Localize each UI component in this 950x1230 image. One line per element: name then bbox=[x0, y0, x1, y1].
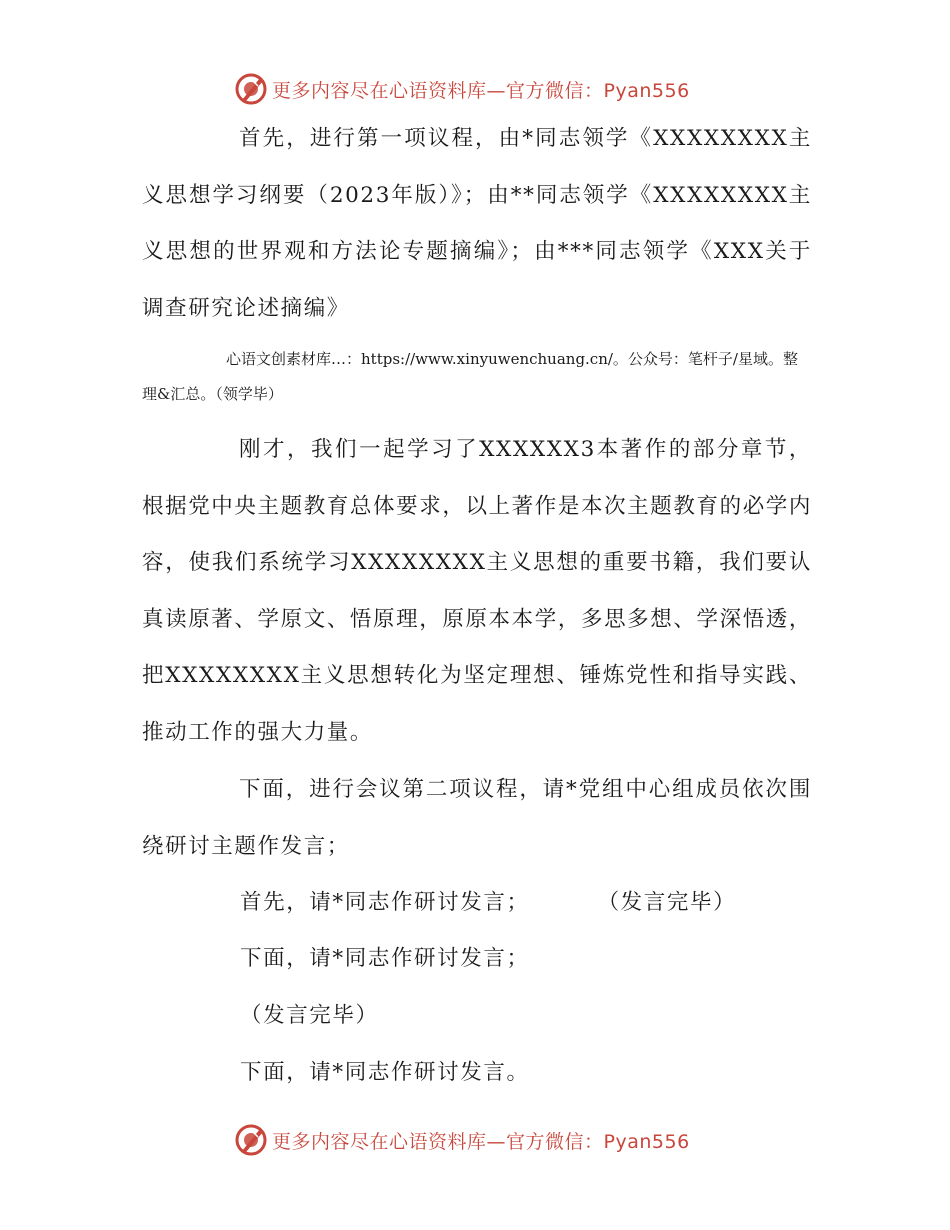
paragraph-study-summary: 刚才，我们一起学习了XXXXXX3本著作的部分章节，根据党中央主题教育总体要求，以上著作是本次主题教育的必学内容，使我们系统学习XXXXXXXX主义思想的重要书籍，我们要认真读原著、学原文、悟原理，原原本本学，多思多想、学深悟透，把XXXXXXXX主义思想转化为坚定理想、锤炼党性和指导实践、推动工作的强大力量。 bbox=[142, 437, 812, 745]
feather-seal-icon bbox=[234, 72, 268, 106]
paragraph-first-agenda: 首先，进行第一项议程，由*同志领学《XXXXXXXX主义思想学习纲要（2023年版）》；由**同志领学《XXXXXXXX主义思想的世界观和方法论专题摘编》；由***同志领学《XXX关于调查研究论述摘编》 bbox=[142, 126, 812, 321]
banner-wechat-id: Pyan556 bbox=[603, 79, 690, 102]
source-note: 心语文创素材库…：https://www.xinyuwenchuang.cn/。公众号：笔杆子/星域。整理&汇总。（领学毕） bbox=[142, 350, 798, 403]
paragraph-second-agenda: 下面，进行会议第二项议程，请*党组中心组成员依次围绕研讨主题作发言； bbox=[142, 777, 812, 859]
banner-text bbox=[272, 76, 690, 103]
speech-line-2: 下面，请*同志作研讨发言； bbox=[240, 946, 530, 971]
footer-watermark-banner bbox=[234, 1122, 690, 1158]
banner-main-text: 更多内容尽在心语资料库 bbox=[272, 79, 487, 102]
banner-separator: — bbox=[486, 79, 507, 102]
banner-wechat-id: Pyan556 bbox=[603, 1130, 690, 1153]
speech-line-1-text: 首先，请*同志作研讨发言； bbox=[240, 890, 530, 915]
banner-text bbox=[272, 1127, 690, 1154]
banner-official-text: 官方微信： bbox=[506, 1130, 604, 1153]
speech-line-3: 下面，请*同志作研讨发言。 bbox=[240, 1060, 530, 1085]
banner-official-text: 官方微信： bbox=[506, 79, 604, 102]
speech-line-2-done: （发言完毕） bbox=[240, 1003, 379, 1028]
speech-line-1-done: （发言完毕） bbox=[597, 890, 737, 915]
banner-main-text: 更多内容尽在心语资料库 bbox=[272, 1130, 487, 1153]
banner-separator: — bbox=[486, 1130, 507, 1153]
header-watermark-banner bbox=[234, 71, 690, 107]
feather-seal-icon bbox=[234, 1123, 268, 1157]
speech-line-1 bbox=[240, 875, 736, 932]
